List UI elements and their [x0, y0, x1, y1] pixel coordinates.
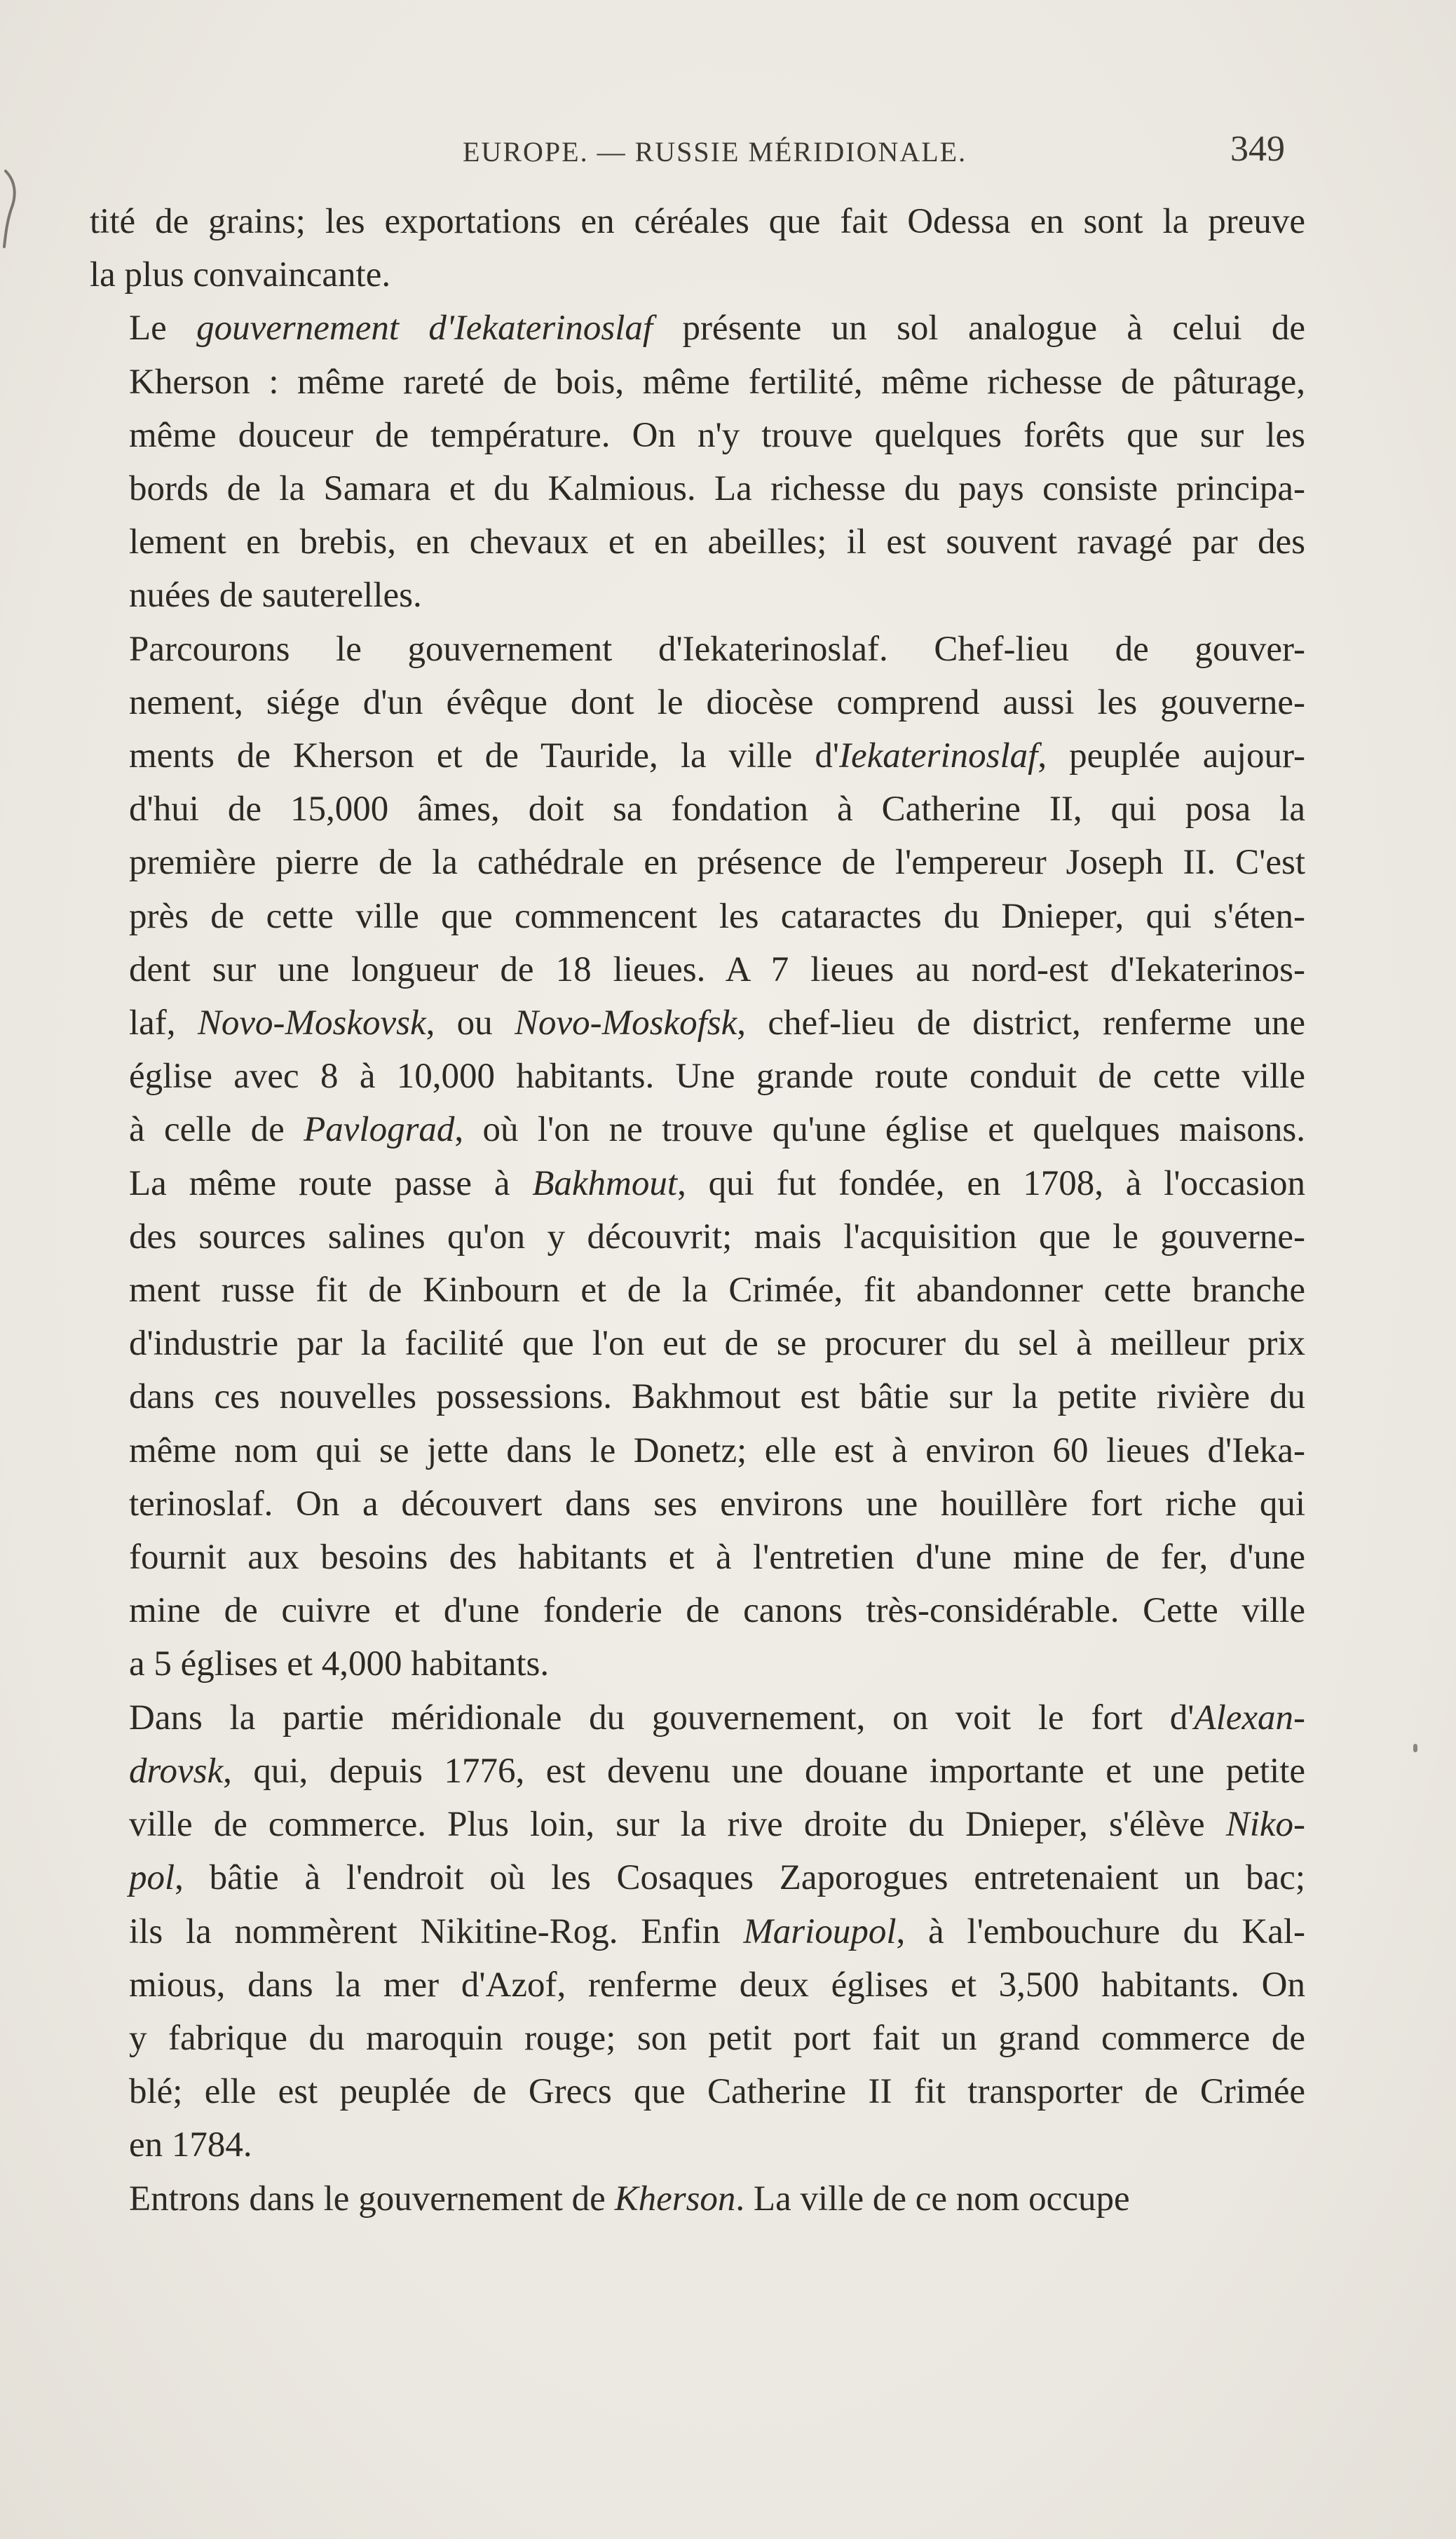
- text-run: même nom qui se jette dans le Donetz; elle est à environ 60 lieues d'Ieka-: [129, 1430, 1305, 1470]
- text-run: nuées de sauterelles.: [129, 576, 422, 616]
- text-run: Kherson : même rareté de bois, même fertilité, même richesse de pâturage,: [129, 362, 1305, 402]
- text-line: [90, 996, 1305, 1050]
- text-line: [90, 1424, 1305, 1477]
- text-line: [90, 1050, 1305, 1103]
- text-run: tité de grains; les exportations en céréales que fait Odessa en sont la preuve: [90, 202, 1305, 241]
- text-run: dent sur une longueur de 18 lieues. A 7 lieues au nord-est d'Iekaterinos-: [129, 949, 1305, 989]
- text-line: [90, 195, 1305, 248]
- text-line: [90, 1264, 1305, 1317]
- paragraph: [90, 195, 1305, 302]
- paragraph: [90, 1691, 1305, 2172]
- text-run: Le: [129, 309, 197, 348]
- text-line: [90, 1905, 1305, 1958]
- text-run: a 5 églises et 4,000 habitants.: [129, 1644, 550, 1684]
- text-line: [90, 1531, 1305, 1584]
- text-line: [90, 1958, 1305, 2012]
- text-run: ments de Kherson et de Tauride, la ville d': [129, 736, 840, 776]
- italic-name: Bakhmout: [532, 1163, 678, 1203]
- text-run: , qui, depuis 1776, est devenu une douane importante et une petite: [223, 1751, 1305, 1791]
- text-run: mious, dans la mer d'Azof, renferme deux églises et 3,500 habitants. On: [129, 1965, 1305, 2005]
- italic-name: Kherson: [614, 2179, 736, 2219]
- text-line: [90, 569, 1305, 622]
- italic-name: Niko-: [1225, 1805, 1305, 1845]
- text-run: en 1784.: [129, 2125, 252, 2165]
- text-run: , où l'on ne trouve qu'une église et quelques maisons.: [454, 1110, 1305, 1150]
- text-line: [90, 248, 1305, 302]
- text-line: [90, 676, 1305, 729]
- text-line: [90, 409, 1305, 462]
- italic-name: Pavlograd: [304, 1110, 455, 1150]
- text-run: d'hui de 15,000 âmes, doit sa fondation à Catherine II, qui posa la: [129, 790, 1305, 830]
- text-line: [90, 783, 1305, 836]
- text-line: [90, 943, 1305, 996]
- text-line: [90, 1317, 1305, 1370]
- text-line: [90, 1477, 1305, 1531]
- italic-name: Novo-Moskovsk: [197, 1003, 426, 1043]
- body-text: [90, 195, 1305, 2226]
- text-run: la plus convaincante.: [90, 255, 391, 295]
- text-run: laf,: [129, 1003, 198, 1043]
- text-run: d'industrie par la facilité que l'on eut de se procurer du sel à meilleur prix: [129, 1324, 1305, 1364]
- italic-name: gouvernement d'Iekaterinoslaf: [196, 309, 653, 348]
- text-run: nement, siége d'un évêque dont le diocèse comprend aussi les gouverne-: [129, 682, 1305, 722]
- text-run: lement en brebis, en chevaux et en abeilles; il est souvent ravagé par des: [129, 522, 1305, 562]
- text-line: [90, 2065, 1305, 2118]
- text-line: [90, 1637, 1305, 1691]
- text-run: ville de commerce. Plus loin, sur la rive droite du Dnieper, s'élève: [129, 1805, 1226, 1845]
- paragraph: [90, 302, 1305, 622]
- text-line: [90, 2118, 1305, 2172]
- text-run: y fabrique du maroquin rouge; son petit port fait un grand commerce de: [129, 2018, 1305, 2058]
- text-line: [90, 836, 1305, 889]
- text-line: [90, 1851, 1305, 1904]
- italic-name: drovsk: [129, 1751, 224, 1791]
- italic-name: pol: [129, 1858, 175, 1898]
- text-line: [90, 1798, 1305, 1851]
- text-run: , chef-lieu de district, renferme une: [737, 1003, 1305, 1043]
- italic-name: Alexan-: [1194, 1698, 1305, 1738]
- text-run: , peuplée aujour-: [1037, 736, 1305, 776]
- text-run: même douceur de température. On n'y trouve quelques forêts que sur les: [129, 415, 1305, 455]
- italic-name: Marioupol: [743, 1911, 897, 1951]
- page-speck: [1413, 1744, 1417, 1752]
- text-run: fournit aux besoins des habitants et à l'entretien d'une mine de fer, d'une: [129, 1538, 1305, 1578]
- text-run: ment russe fit de Kinbourn et de la Crimée, fit abandonner cette branche: [129, 1271, 1305, 1311]
- paragraph: [90, 2172, 1305, 2226]
- text-line: [90, 890, 1305, 943]
- text-run: , ou: [426, 1003, 515, 1043]
- text-run: La même route passe à: [129, 1163, 533, 1203]
- text-run: terinoslaf. On a découvert dans ses environs une houillère fort riche qui: [129, 1484, 1305, 1524]
- margin-pencil-mark: [1, 167, 29, 251]
- text-line: [90, 1691, 1305, 1745]
- text-line: [90, 729, 1305, 783]
- running-head: EUROPE. — RUSSIE MÉRIDIONALE.: [463, 136, 967, 168]
- text-run: près de cette ville que commencent les cataractes du Dnieper, qui s'éten-: [129, 896, 1305, 936]
- text-line: [90, 1745, 1305, 1798]
- text-run: , à l'embouchure du Kal-: [896, 1911, 1305, 1951]
- text-line: [90, 1103, 1305, 1156]
- text-line: [90, 1210, 1305, 1264]
- text-run: dans ces nouvelles possessions. Bakhmout est bâtie sur la petite rivière du: [129, 1377, 1305, 1417]
- text-line: [90, 302, 1305, 355]
- text-run: première pierre de la cathédrale en présence de l'empereur Joseph II. C'est: [129, 843, 1305, 883]
- text-run: Entrons dans le gouvernement de: [129, 2179, 615, 2219]
- italic-name: Iekaterinoslaf: [839, 736, 1038, 776]
- text-run: mine de cuivre et d'une fonderie de canons très-considérable. Cette ville: [129, 1591, 1305, 1631]
- text-line: [90, 1370, 1305, 1423]
- text-run: , qui fut fondée, en 1708, à l'occasion: [677, 1163, 1305, 1203]
- text-line: [90, 515, 1305, 569]
- text-run: à celle de: [129, 1110, 304, 1150]
- text-line: [90, 356, 1305, 409]
- text-run: Dans la partie méridionale du gouvernement, on voit le fort d': [129, 1698, 1195, 1738]
- text-line: [90, 2012, 1305, 2065]
- paragraph: [90, 623, 1305, 1691]
- text-line: [90, 2172, 1305, 2226]
- text-run: , bâtie à l'endroit où les Cosaques Zaporogues entretenaient un bac;: [175, 1858, 1305, 1898]
- text-run: des sources salines qu'on y découvrit; mais l'acquisition que le gouverne-: [129, 1217, 1305, 1257]
- text-run: bords de la Samara et du Kalmious. La richesse du pays consiste principa-: [129, 469, 1305, 509]
- text-run: Parcourons le gouvernement d'Iekaterinoslaf. Chef-lieu de gouver-: [129, 629, 1305, 669]
- text-run: . La ville de ce nom occupe: [735, 2179, 1130, 2219]
- text-line: [90, 1584, 1305, 1637]
- text-run: ils la nommèrent Nikitine-Rog. Enfin: [129, 1911, 744, 1951]
- text-line: [90, 623, 1305, 676]
- text-run: église avec 8 à 10,000 habitants. Une grande route conduit de cette ville: [129, 1057, 1305, 1097]
- text-run: blé; elle est peuplée de Grecs que Catherine II fit transporter de Crimée: [129, 2072, 1305, 2112]
- text-run: présente un sol analogue à celui de: [653, 309, 1305, 348]
- page-number: 349: [1230, 129, 1285, 169]
- text-line: [90, 462, 1305, 515]
- italic-name: Novo-Moskofsk: [514, 1003, 737, 1043]
- text-line: [90, 1157, 1305, 1210]
